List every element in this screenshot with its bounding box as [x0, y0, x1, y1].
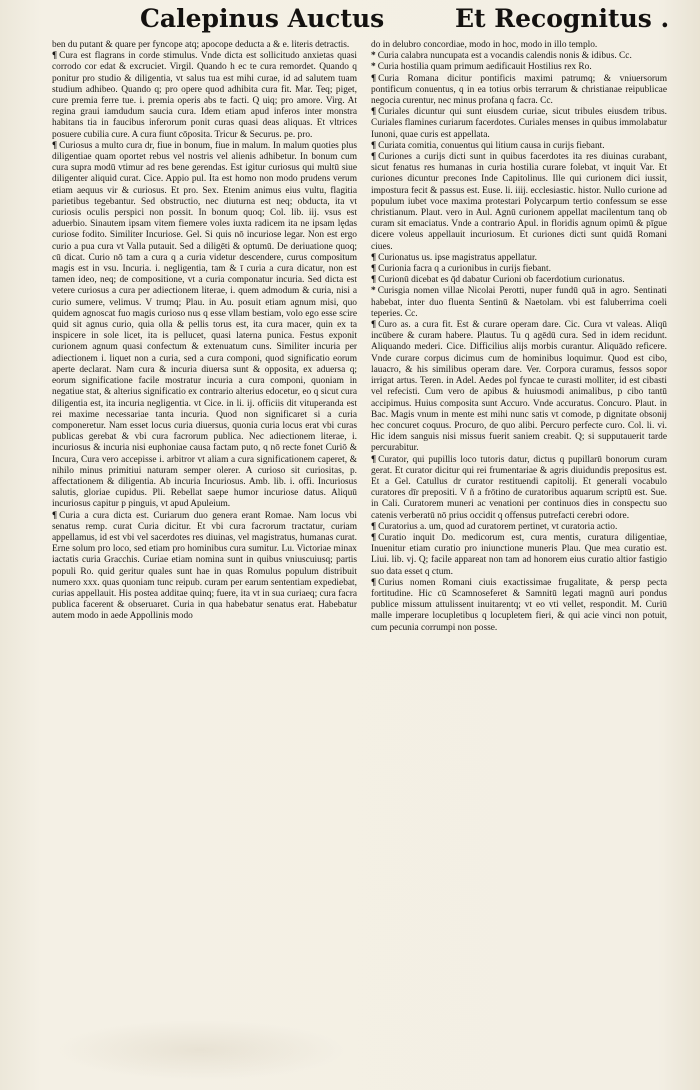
running-head-right: Et Recognitus . [455, 4, 670, 33]
paragraph-mark: ¶ [371, 140, 377, 151]
entry-text: Curiata comitia, conuentus qui litium causa in curijs fiebant. [378, 140, 605, 151]
entry-text: Curatorius a. um, quod ad curatorem pertinet, vt curatoria actio. [378, 521, 618, 532]
dictionary-entry [371, 522, 667, 533]
paragraph-mark: * [371, 62, 376, 73]
entry-text: Cura est flagrans in corde stimulus. Vnde dicta est sollicitudo anxietas quasi corrodo cor edat & excruciet. Virgil. Quando h ec te cura remordet. Quando q ponitur pro studio & diligentia, vt salus tua est mihi curae, id ad salutem tuam studium adhibeo. Quando q; pro opere quod adhibita cura fit. Mar. Teq; piget, cure premia ferre tue. i. premia operis abs te facti. Q uiq; pro amore. Virg. At regina graui iamdudum saucia cura. Idem etiam apud inferos inter monstra habitans tia in faucibus inferorum ponit curas quasi deas aliquas. Et vltrices posuere cubilia cure. A cura fiunt cōposita. Tricur & Securus. pe. pro. [52, 51, 357, 140]
entry-text: Curiones a curijs dicti sunt in quibus facerdotes ita res diuinas curabant, sicut fenatus res humanas in curia hostilia curare folebat, vt inquit Var. Et curiones dicuntur precones Inde Capitolinus. Ille qui curionem dici iussit, impostura fecit & passus est. Euse. li. iiij. ecclesiastic. histor. Nullo curione ad populum iubet voce maxima protestari Polycarpum tertio confessum se esse christianum. Plaut. vero in Aul. Agnū curionem appellat macilentum tanq ob curam sit emaciatus. Vnde a contrario Apul. in floridis agnum opimū & pīgue dicere voleus appellauit incuriosum. Et curiones dicti sunt quidā Romani ciues. [371, 152, 667, 252]
dictionary-entry [371, 152, 667, 253]
paragraph-mark: * [371, 51, 376, 62]
paragraph-mark: ¶ [52, 510, 58, 521]
entry-text: Curia a cura dicta est. Curiarum duo genera erant Romae. Nam locus vbi senatus remp. curat Curia dicitur. Et vbi cura facrorum tractatur, curiam appellamus, id est vbi vel sacerdotes res diuinas, vel magistratus, humanas curat. Erne solum pro loco, sed etiam pro hominibus cura sumitur. Lu. Victoriae minax iactatis curia Gracchis. Curiae etiam nomina sunt in quibus vniuscuiusq; partis populi Ro. quid geritur quales sunt hae in quas Romulus populum distribuit numero xxx. quas quoniam tunc reipub. curam per earum sententiam expediebat, curias appellauit. His postea additae quinq; fuere, ita vt in sua curiaeq; cura facra publica facerent & obseruaret. Curia in qua habebatur senatus erat. Habebatur autem modo in aede Appollinis modo [52, 510, 357, 622]
paragraph-mark: ¶ [52, 51, 58, 62]
entry-text: Curia hostilia quam primum aedificauit Hostilius rex Ro. [377, 62, 592, 73]
paragraph-mark: ¶ [371, 532, 377, 543]
paragraph-mark: ¶ [371, 320, 377, 331]
right-text-column [371, 40, 667, 634]
paragraph-mark: ¶ [52, 140, 58, 151]
entry-text: Curia calabra nuncupata est a vocandis calendis nonis & idibus. Cc. [377, 51, 632, 62]
paragraph-mark: ¶ [371, 577, 377, 588]
entry-text: Curiales dicuntur qui sunt eiusdem curiae, sicut tribules eiusdem tribus. Curiales flamines curiarum facerdotes. Curiales menses in quibus immolabatur Iunoni, quae curis est appellata. [371, 107, 668, 140]
paragraph-mark: ¶ [371, 252, 377, 263]
dictionary-entry [371, 107, 667, 141]
dictionary-entry [371, 253, 667, 264]
paragraph-mark: ¶ [371, 454, 377, 465]
entry-text: Curionatus us. ipse magistratus appellatur. [378, 252, 537, 263]
dictionary-entry [371, 578, 667, 634]
entry-text: Curo as. a cura fit. Est & curare operam dare. Cic. Cura vt valeas. Aliqū incūbere & curam habere. Plautus. Tu q agēdū cura. Sed in idem recidunt. Aliquando mederi. Cice. Difficilius alijs morbis curantur. Aliquādo reficere. Vnde curare corpus dicimus cum de hominibus loquimur. Quod est cibo, lauacro, & his similibus operam dare. Ver. Corpora curamus, fessos sopor irrigat artus. Teren. in Adel. Aedes pol fyncae te curasti molliter, id est cibasti vel refecisti. Cum vero de apibus & huiusmodi animalibus, p cibo tantū accipimus. Huius composita sunt Accuro. Vnde accuratus. Concuro. Plaut. in Bac. Magis vnum in mente est mihi nunc satis vt comode, p dignitate obsonij hec concuret coquus. Procuro, de quo alibi. Percuro perfecte curo. Col. li. vi. Hic idem sanguis nisi missus fuerit saniem creabit. Q; si supputauerit tarde percurabitur. [371, 320, 667, 454]
entry-text: Curisgia nomen villae Nicolai Perotti, nuper fundū quā in agro. Sentinati habebat, inter duo fluenta Sentinū & Naetolam. vbi est faluberrima coeli teperies. Cc. [371, 286, 667, 319]
dictionary-entry [371, 286, 667, 320]
dictionary-entry [371, 74, 667, 108]
paragraph-mark: ¶ [371, 152, 377, 163]
paper-stain [55, 1020, 345, 1080]
dictionary-entry [52, 141, 357, 511]
dictionary-entry [52, 40, 357, 51]
running-head-left: Calepinus Auctus [140, 4, 385, 33]
dictionary-entry [371, 51, 667, 62]
entry-text: Curionia facra q a curionibus in curijs fiebant. [378, 264, 551, 275]
entry-text: do in delubro concordiae, modo in hoc, modo in illo templo. [371, 40, 598, 50]
dictionary-entry [371, 320, 667, 454]
dictionary-entry [371, 264, 667, 275]
entry-text: Curatio inquit Do. medicorum est, cura mentis, curatura diligentiae, Inuenitur etiam curatio pro iniunctione muneris Plau. Que mea curatio est. Liui. lib. vj. Q; facile appareat non tam ad honorem eius curatio altior fastigio suo data esset q ctum. [371, 532, 667, 577]
left-text-column [52, 40, 357, 623]
paragraph-mark: ¶ [371, 521, 377, 532]
entry-text: Curator, qui pupillis loco tutoris datur, dictus q pupillarū bonorum curam gerat. Et curator dicitur qui rei frumentariae & agris diuidundis prepositus est. Et a Gel. Catullus dr curator restituendi capitolij. Et generali vocabulo curatores dīr prepositi. V ñ a frōtino de curatoribus aquarum scriptū est. Sue. in Cali. Curatorem muneri ac venationi per continuos dies in conspectu suo catenis verberatū nō prius occidit q offensus putrefacti cerebri odore. [371, 454, 667, 521]
entry-text: Curius nomen Romani ciuis exactissimae frugalitate, & persp pecta fortitudine. Hic cū Scamnoseferet & Samnitū legati magnū auri pondus publice missum attulissent inuitarentq; vt eo vti vellet, respondit. M. Curiū malle imperare locupletibus q locupletem fieri, & qui acie vinci non potuit, cum pecunia corrumpi non posse. [371, 577, 667, 633]
entry-text: Curionū dicebat es q̄d dabatur Curioni ob facerdotium curionatus. [378, 275, 625, 286]
dictionary-entry [52, 511, 357, 623]
dictionary-entry [371, 141, 667, 152]
dictionary-entry [371, 40, 667, 51]
paragraph-mark: ¶ [371, 264, 377, 275]
dictionary-entry [371, 62, 667, 73]
running-head [0, 4, 700, 40]
dictionary-entry [371, 533, 667, 578]
entry-text: Curiosus a multo cura dr, fiue in bonum, fiue in malum. In malum quoties plus diligentiae quam oportet rebus vel nostris vel alienis adhibetur. In bonum cum cura supra modū vtimur ad res bene gerendas. Est igitur curiosus qui multū siue diligenter aliquid curat. Cice. Appio pul. Ita est homo non modo prudens verum etiam aequus vir & curiosus. Et pro. Sex. Etenim animus eius vultu, flagitia parietibus tegebantur. Sed obstructio, nec diuturna est neq; obducta, ita vt curiosis oculis perspici non possit. In bonum quoq; Col. lib. iij. vsus est aduerbio. Sinautem ipsam vitem fiemere voles iuxta radicem ita ne ipsam lędas curiose fodito. Similiter Incuriose. Gel. Si quis nō incuriose legar. Non est ergo curio a pua cura vt Valla putauit. Sed a diligēti & optumū. De deriuatione quoq; cū dicat. Curio nō tam a cura q a curia videtur descendere, curus compositum magis est in vsu. Incuria. i. negligentia, tam & ī curia a cura dicatur, non est tamen ideo, neq; de compositione, vt a curia componatur incuria. Sed dicta est vetere curiosus a cura per adiectionem literae, i. quem admodum & curia, nisi a curio sumere, velimus. V trumq; Plau. in Au. posuit etiam agnum misi, quo quidem agnoscat fuo magis curioso nus q esse vllam bestiam, volo ego esse scire quid sit agnus curio, quia olla & pellis torus est, ita cura macer, quin ex ta inspicere in sole licet, ita is pellucet, quasi laterna punica. Festus exponit curionem agnum quasi confectum & extenuatum cuns. Similiter incuria per adiectionem i. liquet non a curia, sed a cura componi, quod significatio eorum aperte declarat. Nam cura & incuria diuersa sunt & opposita, ex aduersa q; eorum significatione facile mostratur incuria a cura componi, quoniam in negatiue stat, & alterius significatio ex contrario alterius edocetur, eo q sicut cura diligentia est, ita incuria negligentia. vt Cice. in li. ij. officiis dit vituperanda est rei maxime necessariae tanta incuria. Quod non significaret si a curia componeretur. Nam esset locus curia diuersus, quonia curia locus erat vbi curas publicas gerebat & vbi cura facrorum publica. Nec adiectionem literae, i. incuriosus & incuria nisi euphoniae causa factam puto, q nō recte fonet Curiō & Incura, Cura vero accepisse i. arbitror vt aliam a cura significationem caperet, & nihilo minus primitiui naturam semper olerer. A curioso sit curiositas, p. affectationem & diligentia. Ab incuria Incuriosus. Amb. lib. i. offi. Incuriosus salutis, gloriae cupidus. Pli. Rebellat saepe humor incuriose datus. Aliquū incuriosus capitur p pinguis, vt apud Apuleium. [52, 140, 357, 510]
dictionary-entry [52, 51, 357, 141]
paragraph-mark: ¶ [371, 73, 377, 84]
dictionary-entry [371, 455, 667, 522]
entry-text: Curia Romana dicitur pontificis maximi patrumq; & vniuersorum pontificum conuentus, q in ea totius orbis terrarum & christianae reipublicae negocia curentur, nec minus profana q facra. Cc. [371, 73, 667, 107]
paragraph-mark: ¶ [371, 275, 377, 286]
paragraph-mark: ¶ [371, 107, 377, 118]
dictionary-entry [371, 275, 667, 286]
paragraph-mark: * [371, 286, 376, 297]
entry-text: ben du putant & quare per fyncope atq; apocope deducta a & e. literis detractis. [52, 40, 350, 50]
